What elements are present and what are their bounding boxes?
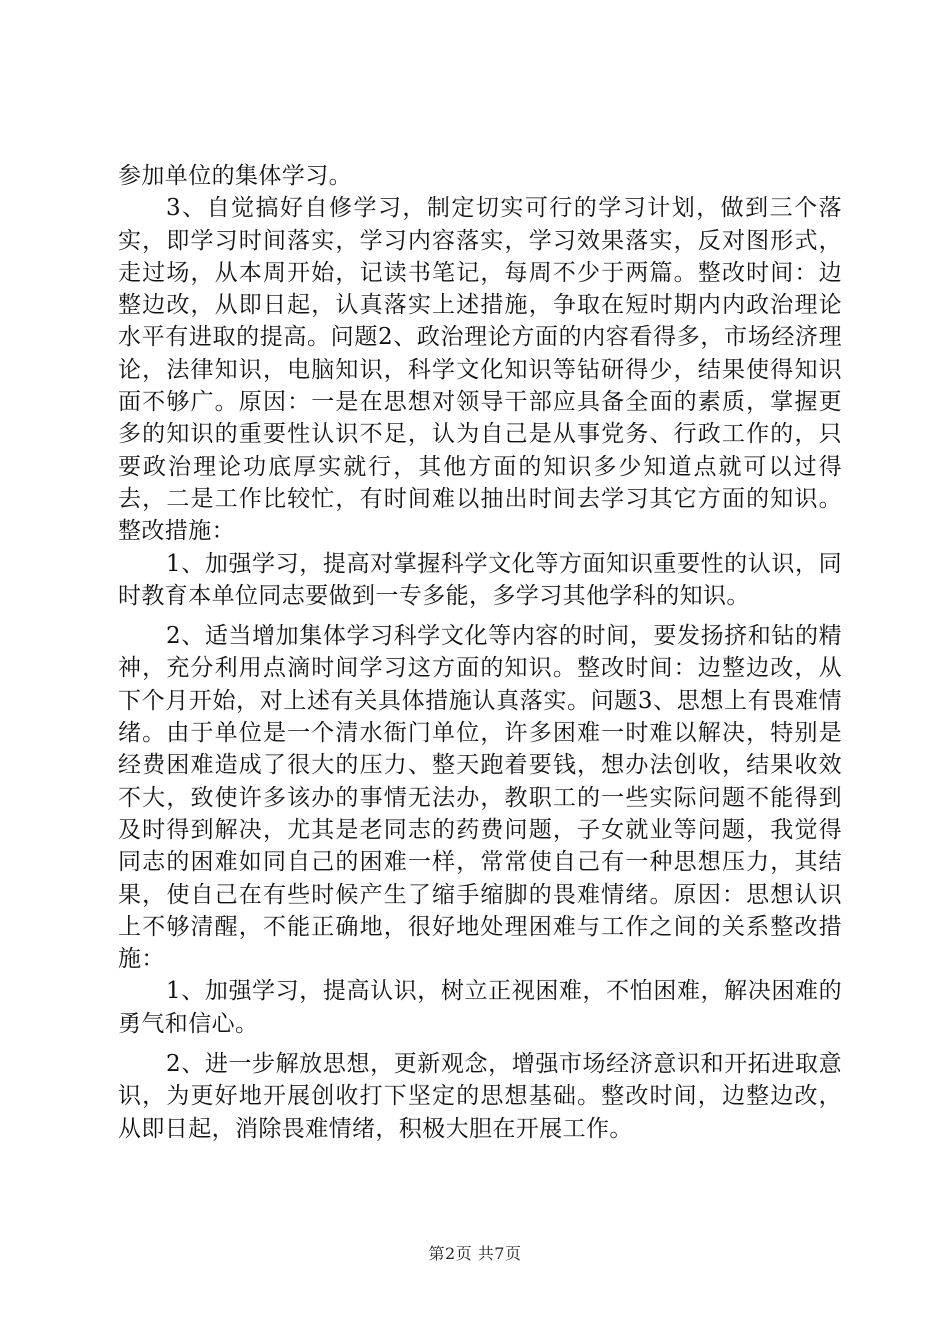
page-number-footer: 第2页 共7页 xyxy=(428,1244,522,1263)
paragraph-measure-1b: 1、加强学习，提高认识，树立正视困难，不怕困难，解决困难的勇气和信心。 xyxy=(118,978,842,1037)
document-body xyxy=(118,160,842,1145)
paragraph-measure-1: 1、加强学习，提高对掌握科学文化等方面知识重要性的认识，同时教育本单位同志要做到一专多能，多学习其他学科的知识。 xyxy=(118,550,842,609)
paragraph-item-3: 3、自觉搞好自修学习，制定切实可行的学习计划，做到三个落实，即学习时间落实，学习内容落实，学习效果落实，反对图形式，走过场，从本周开始，记读书笔记，每周不少于两篇。整改时间：边整边改，从即日起，认真落实上述措施，争取在短时期内内政治理论水平有进取的提高。问题2、政治理论方面的内容看得多，市场经济理论，法律知识，电脑知识，科学文化知识等钻研得少，结果使得知识面不够广。原因：一是在思想对领导干部应具备全面的素质，掌握更多的知识的重要性认识不足，认为自己是从事党务、行政工作的，只要政治理论功底厚实就行，其他方面的知识多少知道点就可以过得去，二是工作比较忙，有时间难以抽出时间去学习其它方面的知识。整改措施： xyxy=(118,195,842,545)
paragraph-measure-2: 2、适当增加集体学习科学文化等内容的时间，要发扬挤和钻的精神，充分利用点滴时间学习这方面的知识。整改时间：边整边改，从下个月开始，对上述有关具体措施认真落实。问题3、思想上有畏难情绪。由于单位是一个清水衙门单位，许多困难一时难以解决，特别是经费困难造成了很大的压力、整天跑着要钱，想办法创收，结果收效不大，致使许多该办的事情无法办，教职工的一些实际问题不能得到及时得到解决，尤其是老同志的药费问题，子女就业等问题，我觉得同志的困难如同自己的困难一样，常常使自己有一种思想压力，其结果，使自己在有些时候产生了缩手缩脚的畏难情绪。原因：思想认识上不够清醒，不能正确地，很好地处理困难与工作之间的关系整改措施： xyxy=(118,623,842,973)
paragraph-continuation: 参加单位的集体学习。 xyxy=(118,163,352,189)
paragraph-measure-2b: 2、进一步解放思想，更新观念，增强市场经济意识和开拓进取意识，为更好地开展创收打下坚定的思想基础。整改时间，边整边改，从即日起，消除畏难情绪，积极大胆在开展工作。 xyxy=(118,1051,842,1142)
